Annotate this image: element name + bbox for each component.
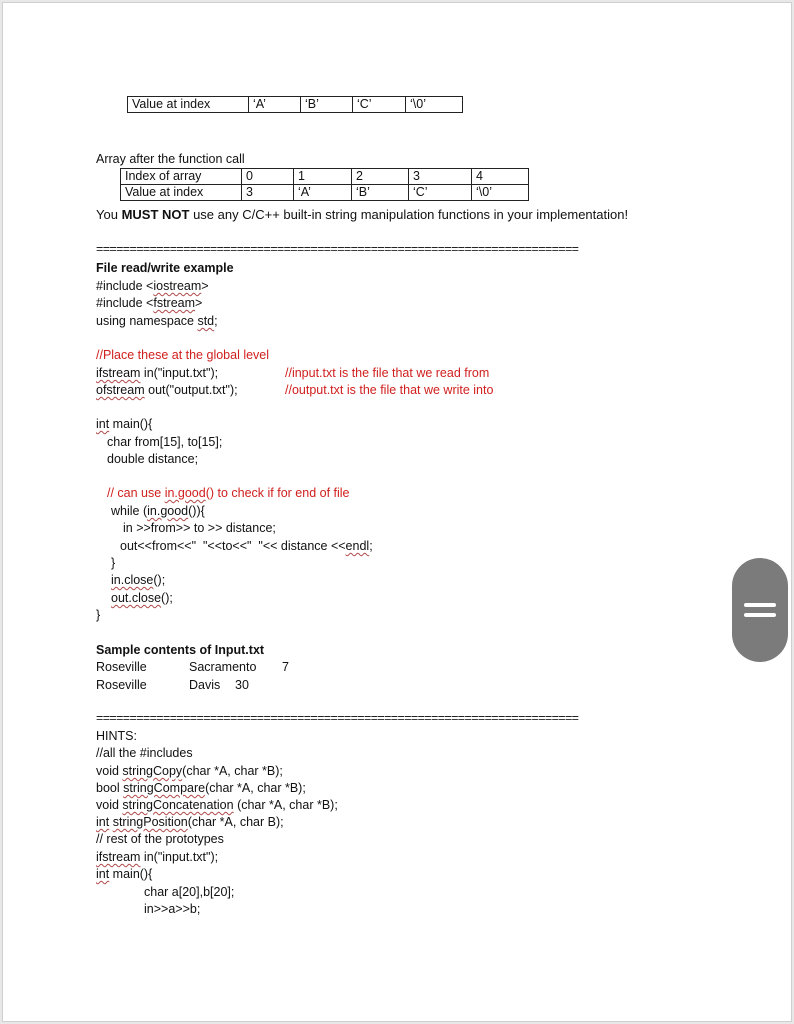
- code-comment: [107, 485, 350, 501]
- code-text: ()){: [188, 504, 205, 518]
- code-text: in.close: [111, 573, 154, 587]
- note-prefix: You: [96, 207, 122, 222]
- code-text: void: [96, 798, 123, 812]
- code-line: in>>a>>b;: [144, 902, 201, 916]
- sample-cell: Roseville: [96, 660, 147, 674]
- code-text: (char *A, char B);: [187, 815, 284, 829]
- code-line: in >>from>> to >> distance;: [123, 521, 276, 535]
- sample-cell: Sacramento: [189, 660, 257, 674]
- code-line: [111, 590, 173, 606]
- code-line: [96, 797, 338, 813]
- table-cell: ‘C’: [409, 185, 472, 201]
- handle-bar: [744, 603, 776, 607]
- table-label-cell: Value at index: [128, 97, 249, 113]
- code-line: double distance;: [107, 452, 199, 466]
- code-line: [96, 382, 238, 398]
- table-cell: ‘\0’: [472, 185, 529, 201]
- code-text: bool: [96, 781, 124, 795]
- code-line: [111, 572, 165, 588]
- code-text: in("input.txt");: [140, 850, 219, 864]
- code-text: ofstream: [96, 383, 145, 397]
- code-text: // can use: [107, 486, 165, 500]
- code-comment: //input.txt is the file that we read from: [285, 366, 490, 380]
- code-line: [96, 780, 306, 796]
- code-text: #include <: [96, 279, 154, 293]
- code-text: int: [96, 815, 110, 829]
- table-label-cell: Index of array: [121, 169, 242, 185]
- code-line: [120, 538, 373, 554]
- code-text: ();: [161, 591, 173, 605]
- code-text: main(){: [109, 417, 153, 431]
- drag-handle-icon[interactable]: [732, 558, 788, 662]
- note-emphasis: MUST NOT: [121, 207, 190, 222]
- table-cell: ‘C’: [353, 97, 406, 113]
- code-text: out("output.txt");: [144, 383, 238, 397]
- code-text: () to check if for end of file: [205, 486, 350, 500]
- table-cell: 4: [472, 169, 529, 185]
- table-row: [128, 97, 463, 113]
- code-line: [96, 278, 209, 294]
- table-row: [121, 169, 529, 185]
- code-text: std: [197, 314, 215, 328]
- table-row: [121, 185, 529, 201]
- code-line: //all the #includes: [96, 746, 193, 760]
- code-text: #include <: [96, 296, 154, 310]
- code-text: endl: [345, 539, 370, 553]
- separator-line: ========================================================================: [96, 242, 579, 256]
- code-text: main(){: [109, 867, 153, 881]
- code-text: in.good: [147, 504, 189, 518]
- code-text: while (: [111, 504, 148, 518]
- code-text: (char *A, char *B);: [205, 781, 306, 795]
- handle-bar: [744, 613, 776, 617]
- table-cell: ‘A’: [249, 97, 301, 113]
- code-text: in: [140, 366, 154, 380]
- sample-cell: Roseville: [96, 678, 147, 692]
- restriction-note: [96, 207, 628, 223]
- code-text: in.good: [164, 486, 206, 500]
- code-line: [96, 416, 152, 432]
- code-text: void: [96, 764, 123, 778]
- table-cell: 3: [409, 169, 472, 185]
- code-text: ();: [153, 573, 166, 587]
- code-text: out<<from<<" "<<to<<" "<< distance <<: [120, 539, 346, 553]
- code-text: ;: [369, 539, 373, 553]
- separator-line: ========================================================================: [96, 711, 579, 725]
- table-label-cell: Value at index: [121, 185, 242, 201]
- code-line: // rest of the prototypes: [96, 832, 224, 846]
- code-text: (char *A, char *B);: [233, 798, 338, 812]
- code-line: [96, 365, 218, 381]
- code-text: int: [96, 417, 110, 431]
- code-line: [96, 295, 202, 311]
- code-text: stringCompare: [123, 781, 206, 795]
- sample-title: Sample contents of Input.txt: [96, 643, 265, 657]
- table-cell: ‘A’: [294, 185, 352, 201]
- table-cell: ‘\0’: [406, 97, 463, 113]
- sample-cell: Davis: [189, 678, 221, 692]
- array-after-table: [120, 168, 529, 201]
- sample-cell: 7: [282, 660, 289, 674]
- top-value-table: [127, 96, 463, 113]
- code-text: ;: [214, 314, 218, 328]
- code-line: [96, 866, 152, 882]
- code-line: [111, 503, 205, 519]
- note-suffix: use any C/C++ built-in string manipulation functions in your implementation!: [189, 207, 629, 222]
- sample-cell: 30: [235, 678, 249, 692]
- code-line: char a[20],b[20];: [144, 885, 235, 899]
- code-text: >: [195, 296, 203, 310]
- code-line: [96, 763, 283, 779]
- table-cell: 1: [294, 169, 352, 185]
- table-cell: 3: [242, 185, 294, 201]
- code-text: fstream: [153, 296, 196, 310]
- code-line: }: [96, 608, 101, 622]
- code-line: [96, 849, 218, 865]
- code-text: iostream: [153, 279, 202, 293]
- code-text: stringCopy: [122, 764, 183, 778]
- code-text: ifstream: [96, 366, 141, 380]
- code-line: [96, 313, 218, 329]
- table-cell: ‘B’: [301, 97, 353, 113]
- code-text: ("input.txt");: [153, 366, 219, 380]
- table-cell: ‘B’: [352, 185, 409, 201]
- hints-title: HINTS:: [96, 729, 137, 743]
- table-cell: 2: [352, 169, 409, 185]
- code-text: int: [96, 867, 110, 881]
- code-text: stringConcatenation: [122, 798, 234, 812]
- code-line: char from[15], to[15];: [107, 435, 223, 449]
- file-example-title: File read/write example: [96, 261, 234, 275]
- code-comment: //output.txt is the file that we write into: [285, 383, 494, 397]
- code-line: }: [111, 556, 116, 570]
- code-line: [96, 814, 284, 830]
- code-text: using namespace: [96, 314, 198, 328]
- code-text: >: [201, 279, 209, 293]
- code-text: stringPosition: [112, 815, 188, 829]
- array-after-heading: Array after the function call: [96, 152, 245, 166]
- table-cell: 0: [242, 169, 294, 185]
- document-page: [2, 2, 792, 1022]
- code-comment: //Place these at the global level: [96, 348, 270, 362]
- code-text: (char *A, char *B);: [182, 764, 283, 778]
- code-text: out.close: [111, 591, 162, 605]
- code-text: ifstream: [96, 850, 141, 864]
